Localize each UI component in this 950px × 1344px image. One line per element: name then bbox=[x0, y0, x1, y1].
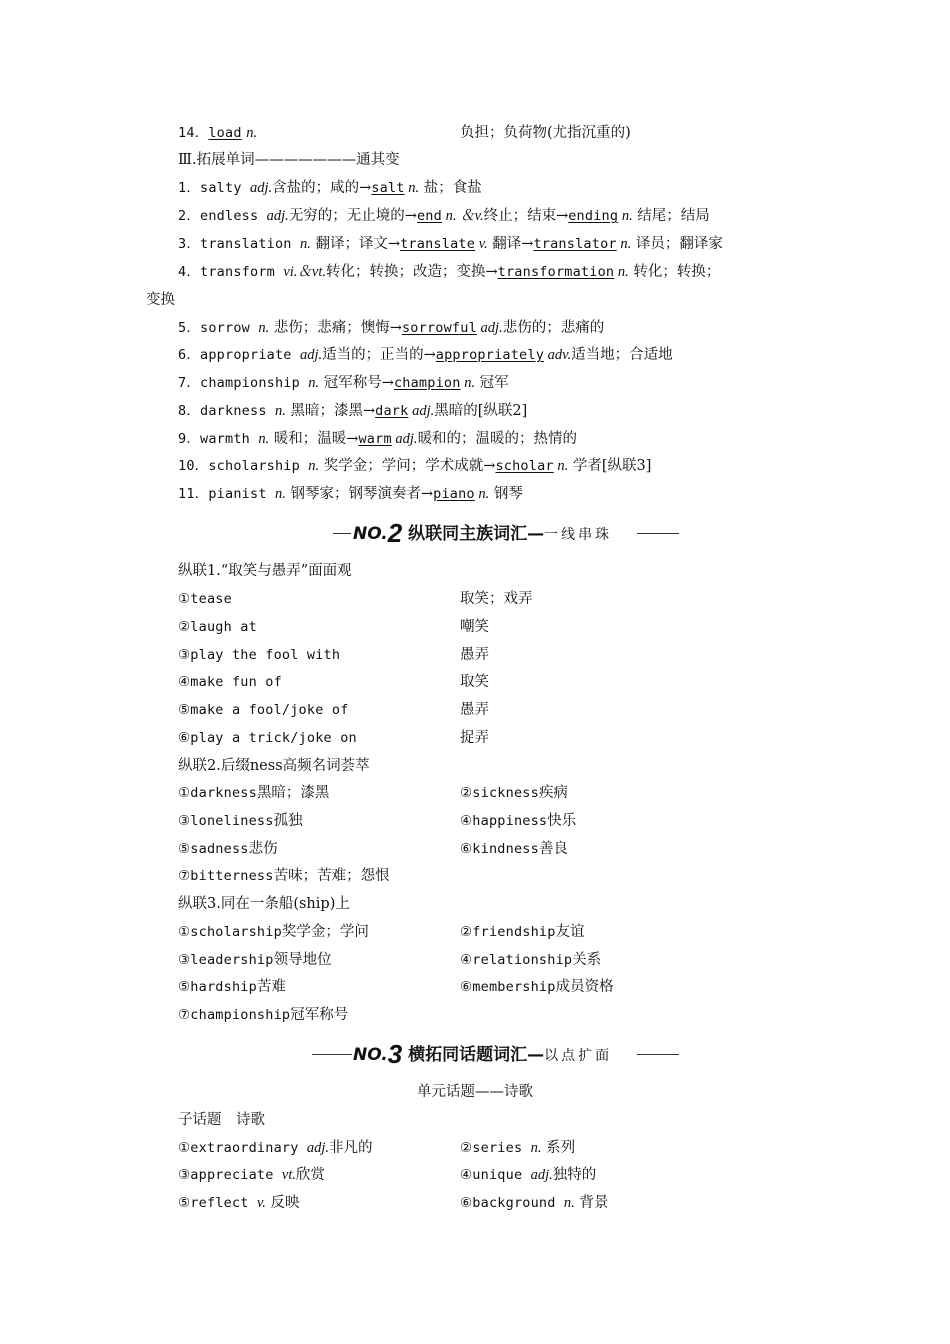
phrase-en: ④make fun of bbox=[178, 674, 282, 690]
topic-word: ①extraordinary adj.非凡的 bbox=[178, 1140, 373, 1156]
word-item: ⑥kindness善良 bbox=[460, 841, 568, 857]
word-item: ②sickness疾病 bbox=[460, 785, 568, 801]
topic-word: ②series n. 系列 bbox=[460, 1140, 576, 1156]
phrase-zh: 愚弄 bbox=[460, 647, 489, 663]
derive-row-continuation: 变换 bbox=[146, 292, 175, 308]
section-title: 横拓同话题词汇 bbox=[402, 1045, 528, 1065]
word-item: ④relationship关系 bbox=[460, 952, 602, 968]
section-number: 2 bbox=[387, 518, 403, 548]
derive-row: 3．translation n. 翻译；译文→translate v. 翻译→translator n. 译员；翻译家 bbox=[178, 236, 723, 252]
derive-row: 10．scholarship n. 奖学金；学问；学术成就→scholar n. 学者[纵联3] bbox=[178, 458, 652, 474]
word-item: ⑥membership成员资格 bbox=[460, 979, 614, 995]
derive-row: 6．appropriate adj.适当的；正当的→appropriately adv.适当地；合适地 bbox=[178, 347, 673, 363]
phrase-en: ②laugh at bbox=[178, 619, 257, 635]
section-subtitle: 以点扩面 bbox=[544, 1048, 613, 1064]
derive-row: 11．pianist n. 钢琴家；钢琴演奏者→piano n. 钢琴 bbox=[178, 486, 523, 502]
section-subtitle: 一线串珠 bbox=[544, 527, 613, 543]
topic-word: ③appreciate vt.欣赏 bbox=[178, 1167, 326, 1183]
phrase-en: ⑤make a fool/joke of bbox=[178, 702, 349, 718]
vocab-word: load bbox=[208, 125, 242, 141]
phrase-zh: 取笑 bbox=[460, 674, 489, 690]
item-14 bbox=[178, 123, 257, 143]
phrase-zh: 捉弄 bbox=[460, 730, 489, 746]
word-item: ④happiness快乐 bbox=[460, 813, 577, 829]
word-item: ⑦bitterness苦味；苦难；怨恨 bbox=[178, 868, 390, 884]
word-item: ①scholarship奖学金；学问 bbox=[178, 924, 369, 940]
sub-topic-title: 子话题 诗歌 bbox=[178, 1112, 265, 1128]
derive-row: 9．warmth n. 暖和；温暖→warm adj.暖和的；温暖的；热情的 bbox=[178, 431, 578, 447]
word-item: ⑦championship冠军称号 bbox=[178, 1007, 349, 1023]
topic-word: ④unique adj.独特的 bbox=[460, 1167, 597, 1183]
section-number: 3 bbox=[387, 1039, 403, 1069]
section-no-label: NO. bbox=[353, 1045, 388, 1065]
word-item: ⑤sadness悲伤 bbox=[178, 841, 278, 857]
item-14-meaning: 负担；负荷物(尤指沉重的) bbox=[460, 125, 631, 141]
derive-row: 1．salty adj.含盐的；咸的→salt n. 盐；食盐 bbox=[178, 180, 482, 196]
section-no-label: NO. bbox=[353, 524, 388, 544]
topic-word: ⑥background n. 背景 bbox=[460, 1195, 609, 1211]
part-of-speech: n. bbox=[246, 125, 258, 141]
section-3-title: Ⅲ.拓展单词———————通其变 bbox=[178, 152, 400, 168]
item-number: 14． bbox=[178, 125, 209, 141]
phrase-zh: 取笑；戏弄 bbox=[460, 591, 533, 607]
section-divider-no3: NO.3 横拓同话题词汇—以点扩面 bbox=[0, 1042, 950, 1066]
section-title: 纵联同主族词汇 bbox=[402, 524, 528, 544]
word-item: ⑤hardship苦难 bbox=[178, 979, 286, 995]
phrase-en: ①tease bbox=[178, 591, 232, 607]
word-item: ②friendship友谊 bbox=[460, 924, 585, 940]
phrase-zh: 愚弄 bbox=[460, 702, 489, 718]
section-divider-no2: NO.2 纵联同主族词汇—一线串珠 bbox=[0, 521, 950, 545]
unit-topic-title: 单元话题——诗歌 bbox=[417, 1084, 533, 1100]
group-3-title: 纵联3.同在一条船(ship)上 bbox=[178, 896, 350, 912]
group-1-title: 纵联1.“取笑与愚弄”面面观 bbox=[178, 563, 352, 579]
derive-row: 5．sorrow n. 悲伤；悲痛；懊悔→sorrowful adj.悲伤的；悲痛的 bbox=[178, 320, 605, 336]
word-item: ①darkness黑暗；漆黑 bbox=[178, 785, 330, 801]
derive-row: 7．championship n. 冠军称号→champion n. 冠军 bbox=[178, 375, 509, 391]
group-2-title: 纵联2.后缀ness高频名词荟萃 bbox=[178, 758, 370, 774]
derive-row: 4．transform vi.＆vt.转化；转换；改造；变换→transformation n. 转化；转换； bbox=[178, 264, 721, 280]
derive-row: 8．darkness n. 黑暗；漆黑→dark adj.黑暗的[纵联2] bbox=[178, 403, 528, 419]
topic-word: ⑤reflect v. 反映 bbox=[178, 1195, 300, 1211]
phrase-en: ③play the fool with bbox=[178, 647, 341, 663]
phrase-en: ⑥play a trick/joke on bbox=[178, 730, 357, 746]
word-item: ③loneliness孤独 bbox=[178, 813, 303, 829]
derive-row: 2．endless adj.无穷的；无止境的→end n. ＆v.终止；结束→ending n. 结尾；结局 bbox=[178, 208, 710, 224]
word-item: ③leadership领导地位 bbox=[178, 952, 332, 968]
phrase-zh: 嘲笑 bbox=[460, 619, 489, 635]
